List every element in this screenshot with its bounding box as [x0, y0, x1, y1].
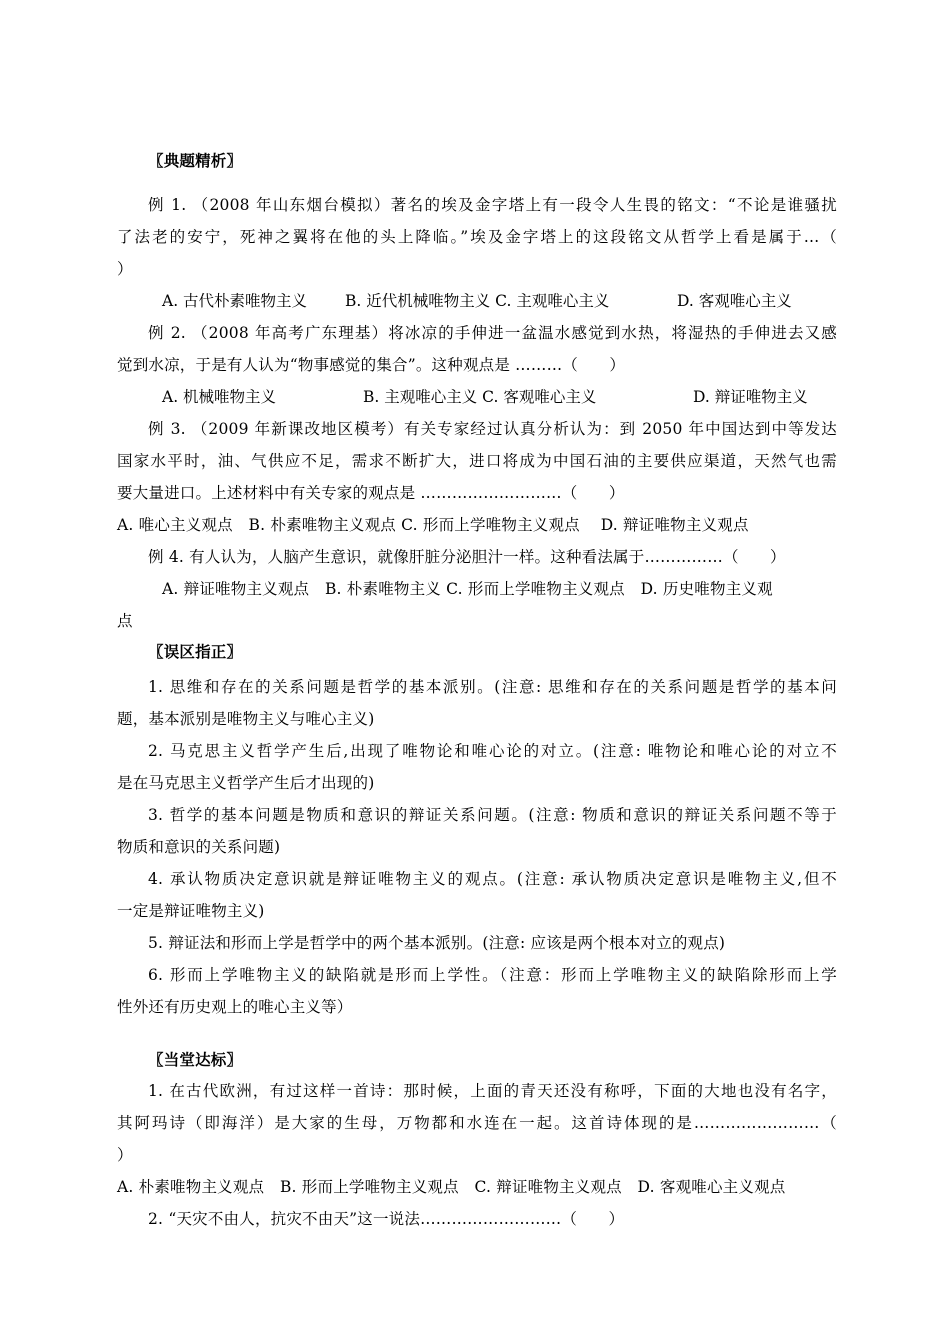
error-item-1-line-2: 题，基本派别是唯物主义与唯心主义): [117, 710, 375, 728]
error-item-6-line-2: 性外还有历史观上的唯心主义等）: [117, 998, 353, 1016]
error-item-6-line-1: 6. 形而上学唯物主义的缺陷就是形而上学性。（注意：形而上学唯物主义的缺陷除形而上学: [148, 966, 837, 984]
error-item-1-line-1: 1. 思维和存在的关系问题是哲学的基本派别。(注意: 思维和存在的关系问题是哲学的基本问: [148, 678, 837, 696]
example-1-line-3: ）: [117, 260, 133, 278]
practice-1-line-3: ）: [117, 1146, 133, 1164]
error-item-3-line-2: 物质和意识的关系问题): [117, 838, 281, 856]
practice-1-line-2: 其阿玛诗（即海洋）是大家的生母，万物都和水连在一起。这首诗体现的是……………………（: [117, 1114, 837, 1132]
example-1-option-a: A. 古代朴素唯物主义: [162, 292, 308, 310]
example-2-option-bc: B. 主观唯心主义 C. 客观唯心主义: [363, 388, 597, 406]
example-3-options: A. 唯心主义观点 B. 朴素唯物主义观点 C. 形而上学唯物主义观点 D. 辩证唯物主义观点: [117, 516, 749, 534]
example-4-line-1: 例 4. 有人认为，人脑产生意识，就像肝脏分泌胆汁一样。这种看法属于……………（ ）: [148, 548, 786, 566]
example-2-line-2: 觉到水凉，于是有人认为“物事感觉的集合”。这种观点是 ………（ ）: [117, 356, 626, 374]
example-4-tail: 点: [117, 612, 133, 630]
practice-2-line-1: 2. “天灾不由人，抗灾不由天”这一说法………………………（ ）: [148, 1210, 625, 1228]
example-3-line-1: 例 3. （2009 年新课改地区模考）有关专家经过认真分析认为：到 2050 年中国达到中等发达: [148, 420, 837, 438]
example-1-option-d: D. 客观唯心主义: [677, 292, 792, 310]
section-heading-typical: 〖典题精析〗: [148, 152, 243, 170]
error-item-2-line-2: 是在马克思主义哲学产生后才出现的): [117, 774, 375, 792]
example-1-line-1: 例 1. （2008 年山东烟台模拟）著名的埃及金字塔上有一段令人生畏的铭文：“不论是谁骚扰: [148, 196, 837, 214]
error-item-3-line-1: 3. 哲学的基本问题是物质和意识的辩证关系问题。(注意: 物质和意识的辩证关系问题不等于: [148, 806, 837, 824]
section-heading-errors: 〖误区指正〗: [148, 643, 243, 661]
practice-1-options: A. 朴素唯物主义观点 B. 形而上学唯物主义观点 C. 辩证唯物主义观点 D. 客观唯心主义观点: [117, 1178, 786, 1196]
example-2-option-d: D. 辩证唯物主义: [693, 388, 808, 406]
section-heading-practice: 〖当堂达标〗: [148, 1051, 243, 1069]
example-2-line-1: 例 2. （2008 年高考广东理基）将冰凉的手伸进一盆温水感觉到水热，将湿热的手伸进去又感: [148, 324, 837, 342]
error-item-2-line-1: 2. 马克思主义哲学产生后,出现了唯物论和唯心论的对立。(注意: 唯物论和唯心论的对立不: [148, 742, 837, 760]
practice-1-line-1: 1. 在古代欧洲，有过这样一首诗：那时候，上面的青天还没有称呼，下面的大地也没有名字，: [148, 1082, 837, 1100]
example-1-option-bc: B. 近代机械唯物主义 C. 主观唯心主义: [345, 292, 610, 310]
example-3-line-2: 国家水平时，油、气供应不足，需求不断扩大，进口将成为中国石油的主要供应渠道，天然气也需: [117, 452, 837, 470]
error-item-4-line-2: 一定是辩证唯物主义): [117, 902, 265, 920]
error-item-5-line-1: 5. 辩证法和形而上学是哲学中的两个基本派别。(注意: 应该是两个根本对立的观点): [148, 934, 726, 952]
example-2-option-a: A. 机械唯物主义: [162, 388, 277, 406]
example-3-line-3: 要大量进口。上述材料中有关专家的观点是 ………………………（ ）: [117, 484, 625, 502]
example-4-options: A. 辩证唯物主义观点 B. 朴素唯物主义 C. 形而上学唯物主义观点 D. 历史唯物主义观: [162, 580, 773, 598]
example-1-line-2: 了法老的安宁，死神之翼将在他的头上降临。”埃及金字塔上的这段铭文从哲学上看是属于…（: [117, 228, 837, 246]
error-item-4-line-1: 4. 承认物质决定意识就是辩证唯物主义的观点。(注意: 承认物质决定意识是唯物主义,但不: [148, 870, 837, 888]
